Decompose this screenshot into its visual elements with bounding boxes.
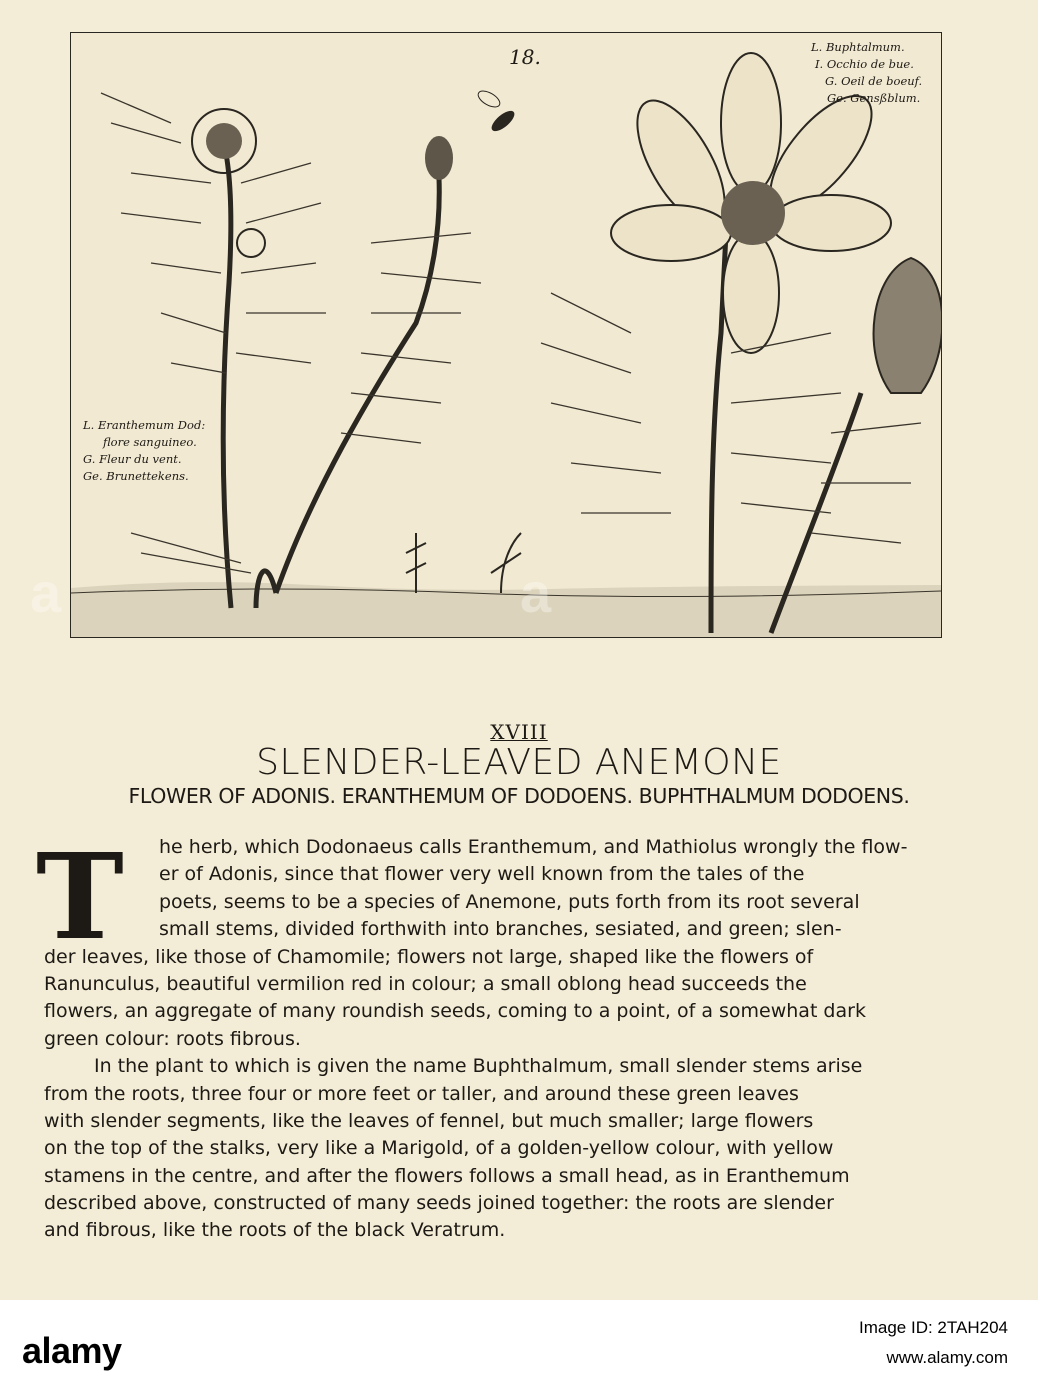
chapter-number: XVIII xyxy=(490,720,548,744)
text-line: Ranunculus, beautiful vermilion red in colour; a small oblong head succeeds the xyxy=(44,972,807,995)
right-label: G. Oeil de boeuf. xyxy=(825,74,923,88)
text-line: on the top of the stalks, very like a Marigold, of a golden-yellow colour, with yellow xyxy=(44,1137,834,1160)
brand-logo[interactable]: alamy xyxy=(22,1330,122,1371)
watermark: a xyxy=(520,561,551,624)
right-label: L. Buphtalmum. xyxy=(811,40,905,54)
botanical-engraving xyxy=(71,33,941,637)
text-line: flowers, an aggregate of many roundish seeds, coming to a point, of a somewhat dark xyxy=(44,1000,866,1023)
text-line: er of Adonis, since that flower very well known from the tales of the xyxy=(159,863,805,886)
right-label: Ge. Gensßblum. xyxy=(827,91,921,105)
left-label: Ge. Brunettekens. xyxy=(83,469,189,483)
text-line: green colour: roots fibrous. xyxy=(44,1027,301,1050)
left-label: L. Eranthemum Dod: xyxy=(83,418,206,432)
page-title: SLENDER-LEAVED ANEMONE xyxy=(256,742,782,783)
site-link[interactable]: www.alamy.com xyxy=(886,1348,1008,1367)
drop-cap: T xyxy=(36,827,124,966)
text-line: der leaves, like those of Chamomile; flowers not large, shaped like the flowers of xyxy=(44,945,814,968)
image-id: Image ID: 2TAH204 xyxy=(859,1318,1008,1337)
right-label: I. Occhio de bue. xyxy=(815,57,914,71)
text-line: and fibrous, like the roots of the black Veratrum. xyxy=(44,1219,506,1242)
text-line: small stems, divided forthwith into branches, sesiated, and green; slen- xyxy=(159,918,842,941)
text-line: poets, seems to be a species of Anemone, puts forth from its root several xyxy=(159,890,860,913)
engraving-plate xyxy=(70,32,942,638)
text-line: from the roots, three four or more feet or taller, and around these green leaves xyxy=(44,1082,799,1105)
left-plant-labels xyxy=(83,417,205,485)
watermark: a xyxy=(30,561,61,624)
left-label: flore sanguineo. xyxy=(103,435,197,449)
text-line: he herb, which Dodonaeus calls Eranthemum, and Mathiolus wrongly the flow- xyxy=(159,836,908,858)
text-line: In the plant to which is given the name Buphthalmum, small slender stems arise xyxy=(94,1055,863,1078)
stock-footer xyxy=(0,1300,1038,1390)
plate-number: 18. xyxy=(509,45,541,69)
page-subtitle: FLOWER OF ADONIS. ERANTHEMUM OF DODOENS. BUPHTHALMUM DODOENS. xyxy=(128,784,910,808)
text-line: stamens in the centre, and after the flowers follows a small head, as in Eranthemum xyxy=(44,1164,850,1187)
body-text xyxy=(44,834,994,1245)
right-plant-labels xyxy=(811,39,922,107)
text-line: described above, constructed of many seeds joined together: the roots are slender xyxy=(44,1192,834,1215)
text-line: with slender segments, like the leaves of fennel, but much smaller; large flowers xyxy=(44,1109,814,1132)
left-label: G. Fleur du vent. xyxy=(83,452,182,466)
